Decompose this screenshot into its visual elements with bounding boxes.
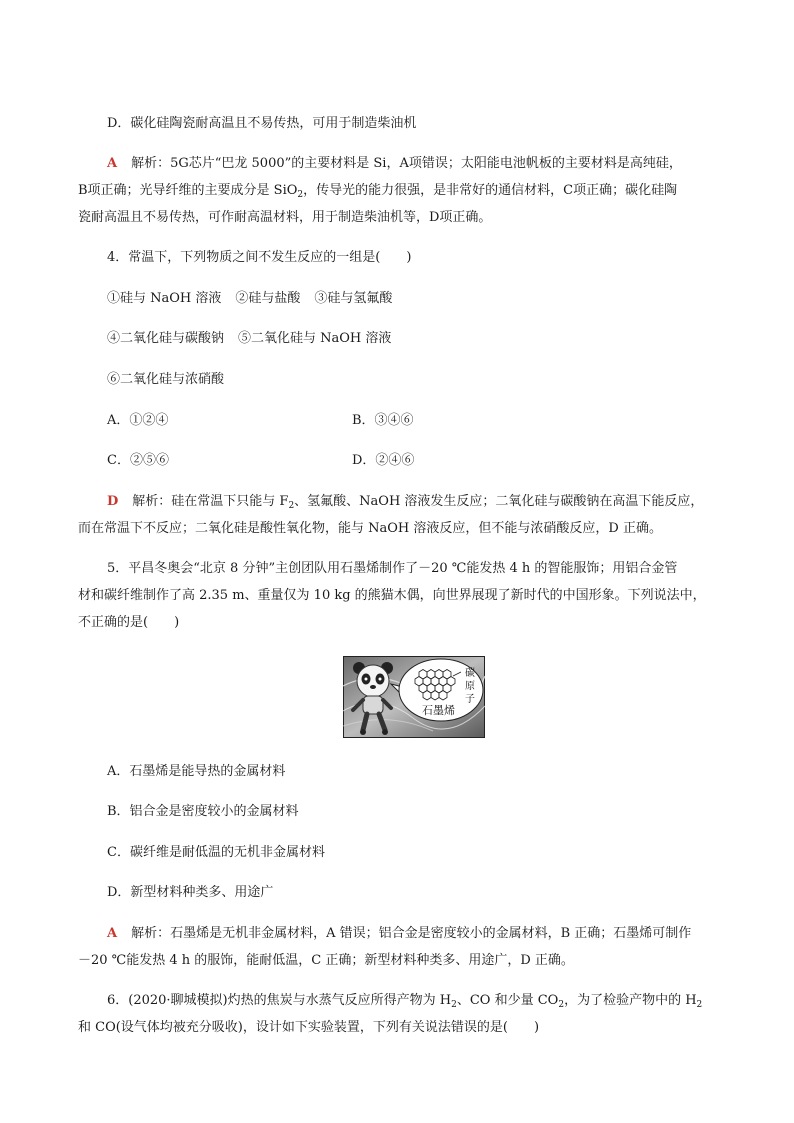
q3-explanation-line-1: A 解析：5G芯片“巴龙 5000”的主要材料是 Si，A项错误；太阳能电池帆板的主要材料是高纯硅， (107, 156, 682, 171)
q4-items-line-1: ①硅与 NaOH 溶液 ②硅与盐酸 ③硅与氢氟酸 (107, 291, 393, 306)
label-carbon-3: 子 (465, 694, 475, 705)
label-carbon-2: 原 (465, 681, 475, 692)
q4-option-a: A．①②④ (107, 413, 169, 428)
q5-explanation-line-2: －20 ℃能发热 4 h 的服饰，能耐低温，C 正确；新型材料种类多、用途广，D 正确。 (78, 953, 574, 968)
q4-option-d: D．②④⑥ (352, 453, 415, 468)
q5-option-b: B．铝合金是密度较小的金属材料 (107, 804, 299, 819)
q3-option-d: D．碳化硅陶瓷耐高温且不易传热，可用于制造柴油机 (107, 116, 417, 131)
q4-answer: D (107, 494, 119, 509)
q5-figure-panda-graphene (343, 656, 485, 738)
q4-stem: 4．常温下，下列物质之间不发生反应的一组是( ) (107, 250, 412, 265)
panda-graphene-illustration (343, 656, 485, 738)
q5-answer: A (107, 926, 118, 941)
q5-option-a: A．石墨烯是能导热的金属材料 (107, 764, 286, 779)
q3-answer: A (107, 156, 118, 171)
q5-option-c: C．碳纤维是耐低温的无机非金属材料 (107, 845, 325, 860)
q4-items-line-2: ④二氧化硅与碳酸钠 ⑤二氧化硅与 NaOH 溶液 (107, 331, 392, 346)
q3-explanation-line-3: 瓷耐高温且不易传热，可作耐高温材料，用于制造柴油机等，D项正确。 (78, 210, 492, 225)
q4-option-b: B．③④⑥ (352, 413, 414, 428)
q4-explanation-line-2: 而在常温下不反应；二氧化硅是酸性氧化物，能与 NaOH 溶液反应，但不能与浓硝酸反应，D 正确。 (78, 521, 662, 536)
q5-option-d: D．新型材料种类多、用途广 (107, 885, 274, 900)
q3-explanation-line-2: B项正确；光导纤维的主要成分是 SiO$_2$，传导光的能力很强，是非常好的通信材料，C项正确；碳化硅陶 (78, 183, 678, 200)
label-carbon-1: 碳 (465, 668, 475, 679)
q4-option-c: C．②⑤⑥ (107, 453, 169, 468)
q6-stem-line-2: 和 CO(设气体均被充分吸收)，设计如下实验装置，下列有关说法错误的是( ) (78, 1020, 540, 1035)
q4-items-line-3: ⑥二氧化硅与浓硝酸 (107, 372, 225, 387)
q5-explanation-line-1: A 解析：石墨烯是无机非金属材料，A 错误；铝合金是密度较小的金属材料，B 正确；石墨烯可制作 (107, 926, 692, 941)
q5-stem-line-1: 5．平昌冬奥会“北京 8 分钟”主创团队用石墨烯制作了－20 ℃能发热 4 h 的智能服饰；用铝合金管 (107, 561, 678, 576)
q4-explanation-line-1: D 解析：硅在常温下只能与 $F_2$、氢氟酸、NaOH 溶液发生反应；二氧化硅与碳酸钠在高温下能反应， (107, 494, 704, 511)
label-graphene: 石墨烯 (422, 704, 455, 717)
q5-stem-line-3: 不正确的是( ) (78, 615, 180, 630)
q6-stem-line-1: 6．(2020·聊城模拟)灼热的焦炭与水蒸气反应所得产物为 $H_2$、CO 和少量 $CO_2$，为了检验产物中的 $H_2$ (107, 993, 703, 1010)
q5-stem-line-2: 材和碳纤维制作了高 2.35 m、重量仅为 10 kg 的熊猫木偶，向世界展现了新时代的中国形象。下列说法中， (78, 588, 706, 603)
